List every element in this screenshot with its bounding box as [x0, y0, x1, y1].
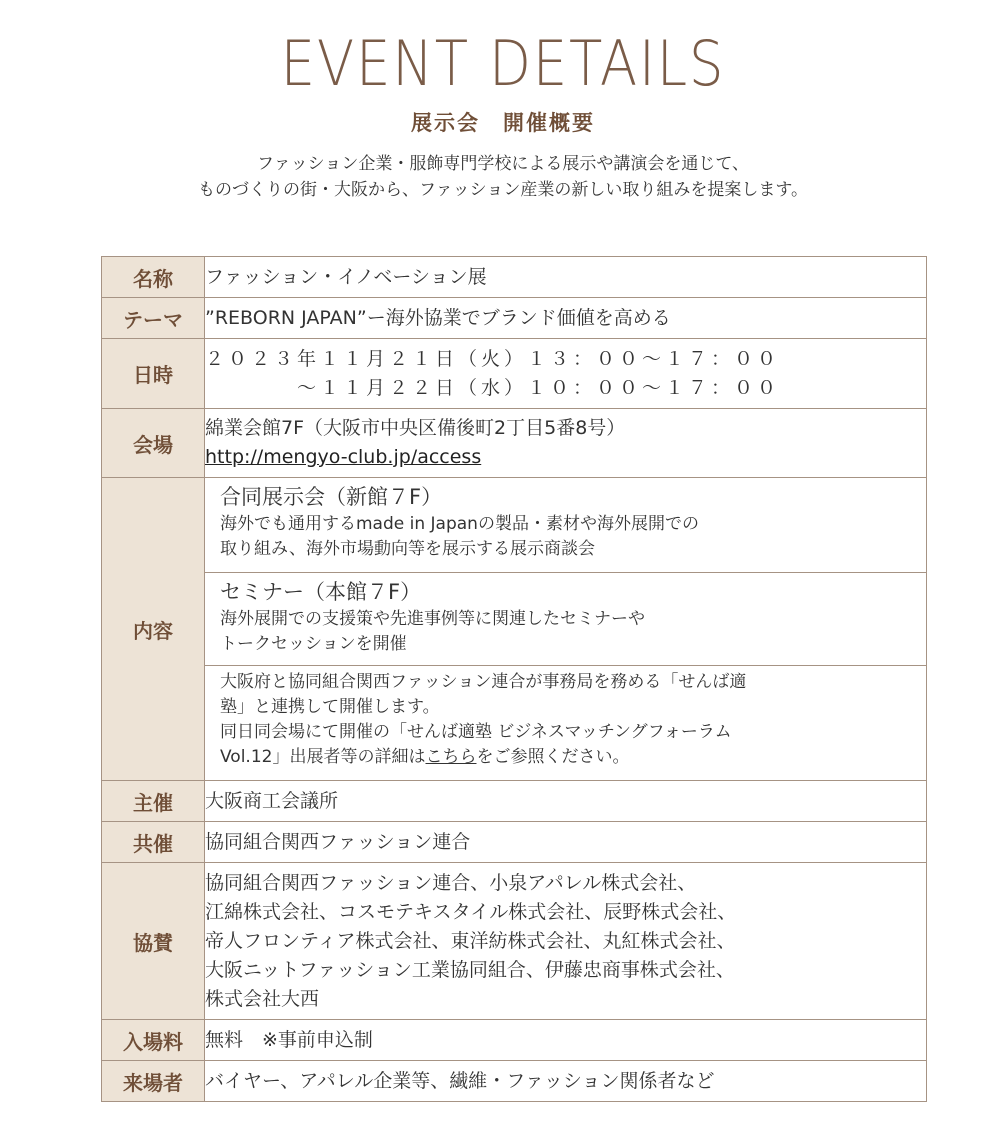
- row-name: [102, 257, 927, 298]
- venue-value: [205, 409, 927, 478]
- intro-line: ファッション企業・服飾専門学校による展示や講演会を通じて、: [257, 154, 749, 174]
- row-label: 来場者: [102, 1061, 205, 1102]
- row-label: テーマ: [102, 298, 205, 339]
- row-content: [102, 478, 927, 781]
- row-venue: [102, 409, 927, 478]
- content-seminar: [205, 573, 926, 666]
- event-details-table: [101, 256, 927, 1102]
- sponsor-line: 大阪ニットファッション工業協同組合、伊藤忠商事株式会社、: [205, 958, 735, 981]
- intro-text: [0, 151, 1006, 203]
- row-value: 無料 ※事前申込制: [205, 1020, 927, 1061]
- date-line: ～１１月２２日（水）１０：００～１７：００: [297, 376, 781, 399]
- row-fee: [102, 1020, 927, 1061]
- datetime-value: [205, 339, 927, 409]
- row-co-organizer: [102, 822, 927, 863]
- exhibition-desc: 取り組み、海外市場動向等を展示する展示商談会: [220, 539, 596, 559]
- row-value: 大阪商工会議所: [205, 781, 927, 822]
- seminar-title: セミナー（本館７F）: [220, 580, 422, 604]
- page-subtitle: 展示会 開催概要: [411, 111, 595, 135]
- row-label: 協賛: [102, 863, 205, 1020]
- page-title: EVENT DETAILS: [280, 27, 726, 100]
- note-line: 塾」と連携して開催します。: [220, 697, 440, 717]
- row-label: 主催: [102, 781, 205, 822]
- sponsor-line: 株式会社大西: [205, 987, 320, 1010]
- exhibition-desc: 海外でも通用するmade in Japanの製品・素材や海外展開での: [220, 514, 699, 534]
- sponsors-value: [205, 863, 927, 1020]
- note-text: をご参照ください。: [476, 747, 630, 767]
- note-line: 同日同会場にて開催の「せんば適塾 ビジネスマッチングフォーラム: [220, 722, 732, 742]
- content-value: [205, 478, 927, 781]
- sponsor-line: 江綿株式会社、コスモテキスタイル株式会社、辰野株式会社、: [205, 900, 737, 923]
- venue-address: 綿業会館7F（大阪市中央区備後町2丁目5番8号）: [205, 417, 626, 439]
- row-value: ”REBORN JAPAN”ー海外協業でブランド価値を高める: [205, 298, 927, 339]
- content-note: [205, 666, 926, 775]
- exhibition-title: 合同展示会（新館７F）: [220, 485, 443, 509]
- row-value: バイヤー、アパレル企業等、繊維・ファッション関係者など: [205, 1061, 927, 1102]
- row-theme: [102, 298, 927, 339]
- row-value: ファッション・イノベーション展: [205, 257, 927, 298]
- row-visitors: [102, 1061, 927, 1102]
- row-label: 入場料: [102, 1020, 205, 1061]
- row-datetime: [102, 339, 927, 409]
- date-line: ２０２３年１１月２１日（火）１３：００～１７：００: [205, 347, 781, 370]
- intro-line: ものづくりの街・大阪から、ファッション産業の新しい取り組みを提案します。: [198, 180, 808, 200]
- row-label: 内容: [102, 478, 205, 781]
- sponsor-line: 協同組合関西ファッション連合、小泉アパレル株式会社、: [205, 871, 697, 894]
- sponsor-line: 帝人フロンティア株式会社、東洋紡株式会社、丸紅株式会社、: [205, 929, 736, 952]
- note-line: [220, 745, 926, 770]
- seminar-desc: 海外展開での支援策や先進事例等に関連したセミナーや: [220, 609, 645, 629]
- details-link[interactable]: こちら: [425, 747, 477, 767]
- row-label: 会場: [102, 409, 205, 478]
- row-label: 名称: [102, 257, 205, 298]
- row-sponsors: [102, 863, 927, 1020]
- note-line: 大阪府と協同組合関西ファッション連合が事務局を務める「せんば適: [220, 672, 747, 692]
- content-exhibition: [205, 478, 926, 573]
- seminar-desc: トークセッションを開催: [220, 634, 407, 654]
- row-organizer: [102, 781, 927, 822]
- venue-access-link[interactable]: http://mengyo-club.jp/access: [205, 446, 482, 468]
- row-label: 共催: [102, 822, 205, 863]
- row-value: 協同組合関西ファッション連合: [205, 822, 927, 863]
- note-text: Vol.12」出展者等の詳細は: [220, 747, 426, 767]
- row-label: 日時: [102, 339, 205, 409]
